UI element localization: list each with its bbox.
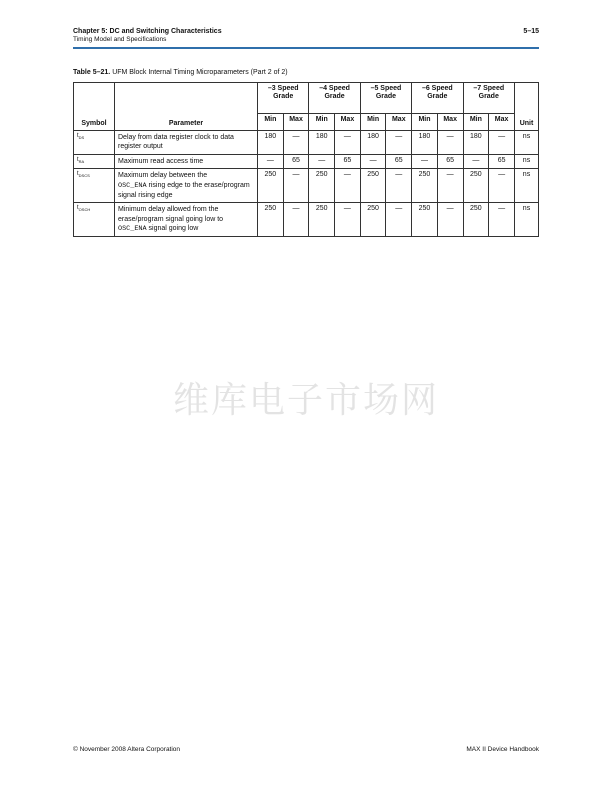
table-row	[74, 203, 539, 237]
symbol-subscript: DSCS	[78, 173, 90, 179]
value-cell: 250	[463, 203, 489, 237]
symbol-subscript: RA	[78, 159, 85, 165]
value-cell: 65	[489, 154, 515, 168]
value-cell: —	[437, 131, 463, 155]
timing-table	[73, 82, 539, 237]
footer-handbook-title: MAX II Device Handbook	[466, 746, 539, 753]
value-cell: —	[360, 154, 386, 168]
parameter-text: signal going low	[148, 225, 199, 233]
parameter-text: Minimum delay allowed from the erase/program signal going low to	[118, 206, 224, 223]
speed-grade-header: –7 Speed Grade	[463, 83, 515, 114]
symbol-subscript: DS	[78, 135, 85, 141]
min-header: Min	[258, 114, 284, 131]
max-header: Max	[335, 114, 361, 131]
min-header: Min	[360, 114, 386, 131]
value-cell: —	[489, 169, 515, 203]
value-cell: —	[386, 131, 412, 155]
value-cell: —	[335, 131, 361, 155]
speed-grade-header: –4 Speed Grade	[309, 83, 360, 114]
symbol-base: t	[77, 156, 79, 163]
unit-cell: ns	[515, 131, 539, 155]
value-cell: —	[283, 203, 309, 237]
value-cell: 180	[309, 131, 335, 155]
table-row	[74, 154, 539, 168]
parameter-cell	[115, 169, 258, 203]
footer-copyright: © November 2008 Altera Corporation	[73, 746, 181, 753]
min-header: Min	[412, 114, 438, 131]
value-cell: —	[386, 169, 412, 203]
value-cell: 250	[258, 203, 284, 237]
value-cell: 180	[412, 131, 438, 155]
chapter-title: Chapter 5: DC and Switching Characteristics	[73, 28, 222, 35]
symbol-subscript: OSCH	[78, 207, 91, 213]
symbol-cell	[74, 131, 115, 155]
unit-cell: ns	[515, 169, 539, 203]
parameter-cell: Maximum read access time	[115, 154, 258, 168]
symbol-header: Symbol	[74, 83, 115, 131]
unit-cell: ns	[515, 203, 539, 237]
symbol-cell	[74, 169, 115, 203]
unit-header: Unit	[515, 83, 539, 131]
value-cell: —	[489, 131, 515, 155]
value-cell: 250	[463, 169, 489, 203]
page-number: 5–15	[523, 28, 539, 35]
value-cell: —	[309, 154, 335, 168]
value-cell: —	[489, 203, 515, 237]
max-header: Max	[489, 114, 515, 131]
header-rule	[73, 47, 539, 49]
parameter-header: Parameter	[115, 83, 258, 131]
signal-name: OSC_ENA	[118, 181, 147, 190]
table-caption	[73, 69, 288, 76]
max-header: Max	[283, 114, 309, 131]
value-cell: 65	[283, 154, 309, 168]
value-cell: 180	[463, 131, 489, 155]
symbol-base: t	[77, 171, 79, 178]
symbol-cell	[74, 203, 115, 237]
table-row	[74, 169, 539, 203]
min-header: Min	[309, 114, 335, 131]
watermark: 维库电子市场网	[172, 380, 439, 421]
value-cell: —	[283, 131, 309, 155]
value-cell: —	[258, 154, 284, 168]
signal-name: OSC_ENA	[118, 225, 147, 234]
symbol-base: t	[77, 205, 79, 212]
value-cell: —	[283, 169, 309, 203]
value-cell: —	[335, 203, 361, 237]
value-cell: 250	[360, 169, 386, 203]
max-header: Max	[386, 114, 412, 131]
symbol-cell	[74, 154, 115, 168]
value-cell: 65	[335, 154, 361, 168]
section-title: Timing Model and Specifications	[73, 36, 167, 43]
unit-cell: ns	[515, 154, 539, 168]
value-cell: 250	[258, 169, 284, 203]
speed-grade-header: –6 Speed Grade	[412, 83, 463, 114]
value-cell: 250	[412, 203, 438, 237]
speed-grade-header: –5 Speed Grade	[360, 83, 411, 114]
value-cell: 250	[360, 203, 386, 237]
parameter-text: Maximum delay between the	[118, 172, 208, 180]
parameter-cell: Delay from data register clock to data register output	[115, 131, 258, 155]
value-cell: —	[463, 154, 489, 168]
value-cell: 65	[386, 154, 412, 168]
parameter-cell	[115, 203, 258, 237]
value-cell: 180	[360, 131, 386, 155]
table-caption-label: Table 5–21.	[73, 69, 111, 76]
value-cell: 250	[309, 203, 335, 237]
page-footer	[73, 746, 539, 753]
value-cell: 180	[258, 131, 284, 155]
parameter-text: rising edge to the erase/program signal rising edge	[118, 181, 250, 199]
min-header: Min	[463, 114, 489, 131]
value-cell: —	[412, 154, 438, 168]
table-row	[74, 131, 539, 155]
value-cell: —	[335, 169, 361, 203]
symbol-base: t	[77, 133, 79, 139]
speed-grade-header: –3 Speed Grade	[258, 83, 309, 114]
value-cell: —	[386, 203, 412, 237]
value-cell: —	[437, 169, 463, 203]
max-header: Max	[437, 114, 463, 131]
page-header	[73, 28, 539, 43]
table-caption-text: UFM Block Internal Timing Microparameters (Part 2 of 2)	[112, 69, 288, 76]
value-cell: 250	[412, 169, 438, 203]
value-cell: 250	[309, 169, 335, 203]
value-cell: 65	[437, 154, 463, 168]
value-cell: —	[437, 203, 463, 237]
